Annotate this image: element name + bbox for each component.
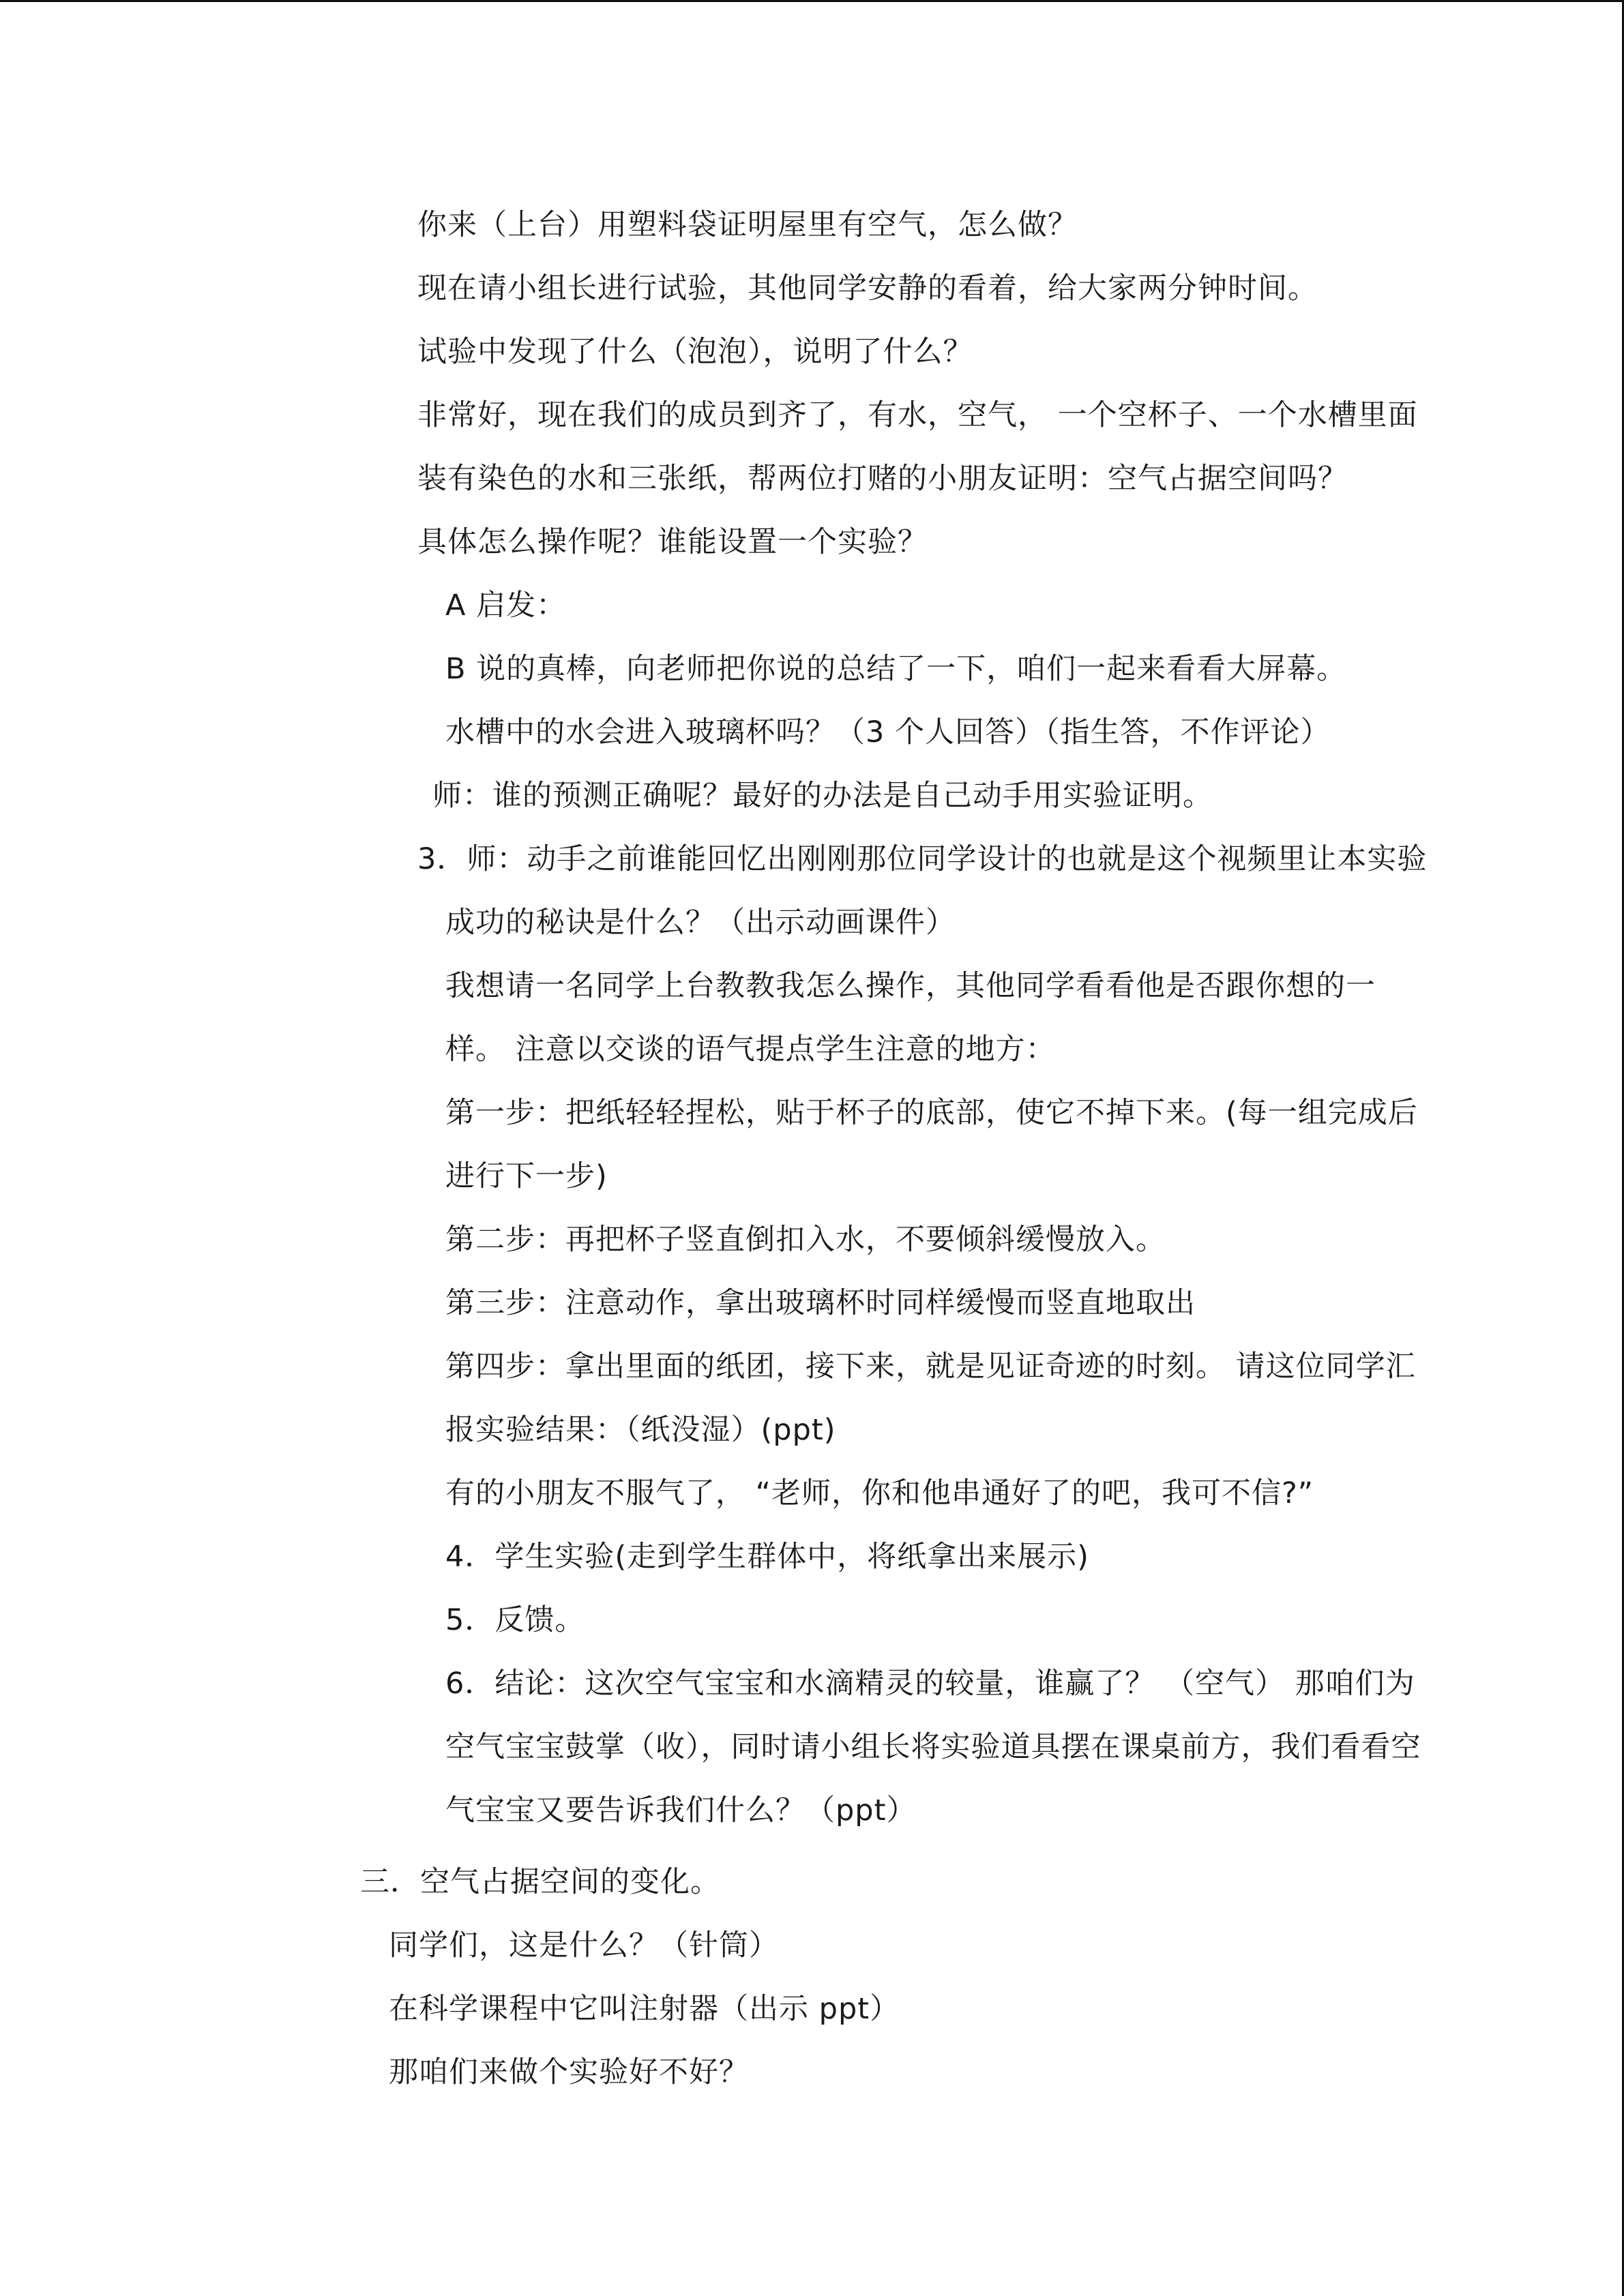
text-line: 试验中发现了什么（泡泡），说明了什么？: [417, 335, 973, 369]
text-line: 第四步：拿出里面的纸团，接下来，就是见证奇迹的时刻。 请这位同学汇: [445, 1350, 1416, 1384]
text-line: 报实验结果：（纸没湿）(ppt): [445, 1413, 836, 1447]
section-heading: 三．空气占据空间的变化。: [360, 1865, 720, 1899]
text-line: 6．结论：这次空气宝宝和水滴精灵的较量，谁赢了？ （空气） 那咱们为: [445, 1667, 1415, 1701]
text-line: A 启发：: [445, 588, 567, 623]
text-line: 第一步：把纸轻轻捏松，贴于杯子的底部，使它不掉下来。(每一组完成后: [445, 1096, 1418, 1130]
text-line: 那咱们来做个实验好不好？: [389, 2055, 749, 2089]
text-line: 装有染色的水和三张纸，帮两位打赌的小朋友证明：空气占据空间吗？: [417, 462, 1348, 496]
text-line: B 说的真棒，向老师把你说的总结了一下，咱们一起来看看大屏幕。: [445, 652, 1347, 686]
text-line: 空气宝宝鼓掌（收），同时请小组长将实验道具摆在课桌前方，我们看看空: [445, 1730, 1421, 1764]
text-line: 成功的秘诀是什么？（出示动画课件）: [445, 906, 956, 940]
text-line: 进行下一步): [445, 1159, 608, 1193]
text-line: 在科学课程中它叫注射器（出示 ppt）: [389, 1992, 900, 2026]
text-line: 有的小朋友不服气了， “老师，你和他串通好了的吧，我可不信?”: [445, 1476, 1314, 1510]
text-line: 气宝宝又要告诉我们什么？（ppt）: [445, 1793, 917, 1828]
text-line: 第二步：再把杯子竖直倒扣入水，不要倾斜缓慢放入。: [445, 1223, 1166, 1257]
text-line: 同学们，这是什么？（针筒）: [389, 1928, 779, 1963]
text-line: 3．师：动手之前谁能回忆出刚刚那位同学设计的也就是这个视频里让本实验: [417, 842, 1428, 876]
text-line: 样。 注意以交谈的语气提点学生注意的地方：: [445, 1032, 1056, 1067]
text-line: 非常好，现在我们的成员到齐了，有水，空气， 一个空杯子、一个水槽里面: [417, 398, 1418, 432]
text-line: 你来（上台）用塑料袋证明屋里有空气，怎么做？: [417, 208, 1078, 242]
text-line: 4．学生实验(走到学生群体中，将纸拿出来展示): [445, 1540, 1089, 1574]
text-line: 5．反馈。: [445, 1603, 585, 1637]
text-line: 我想请一名同学上台教教我怎么操作，其他同学看看他是否跟你想的一: [445, 969, 1376, 1003]
text-line: 第三步：注意动作，拿出玻璃杯时同样缓慢而竖直地取出: [445, 1286, 1196, 1320]
text-line: 水槽中的水会进入玻璃杯吗？（3 个人回答）（指生答，不作评论）: [445, 715, 1331, 749]
text-line: 师：谁的预测正确呢？最好的办法是自己动手用实验证明。: [432, 779, 1213, 813]
text-line: 现在请小组长进行试验，其他同学安静的看着，给大家两分钟时间。: [417, 271, 1318, 305]
text-line: 具体怎么操作呢？谁能设置一个实验？: [417, 525, 928, 559]
